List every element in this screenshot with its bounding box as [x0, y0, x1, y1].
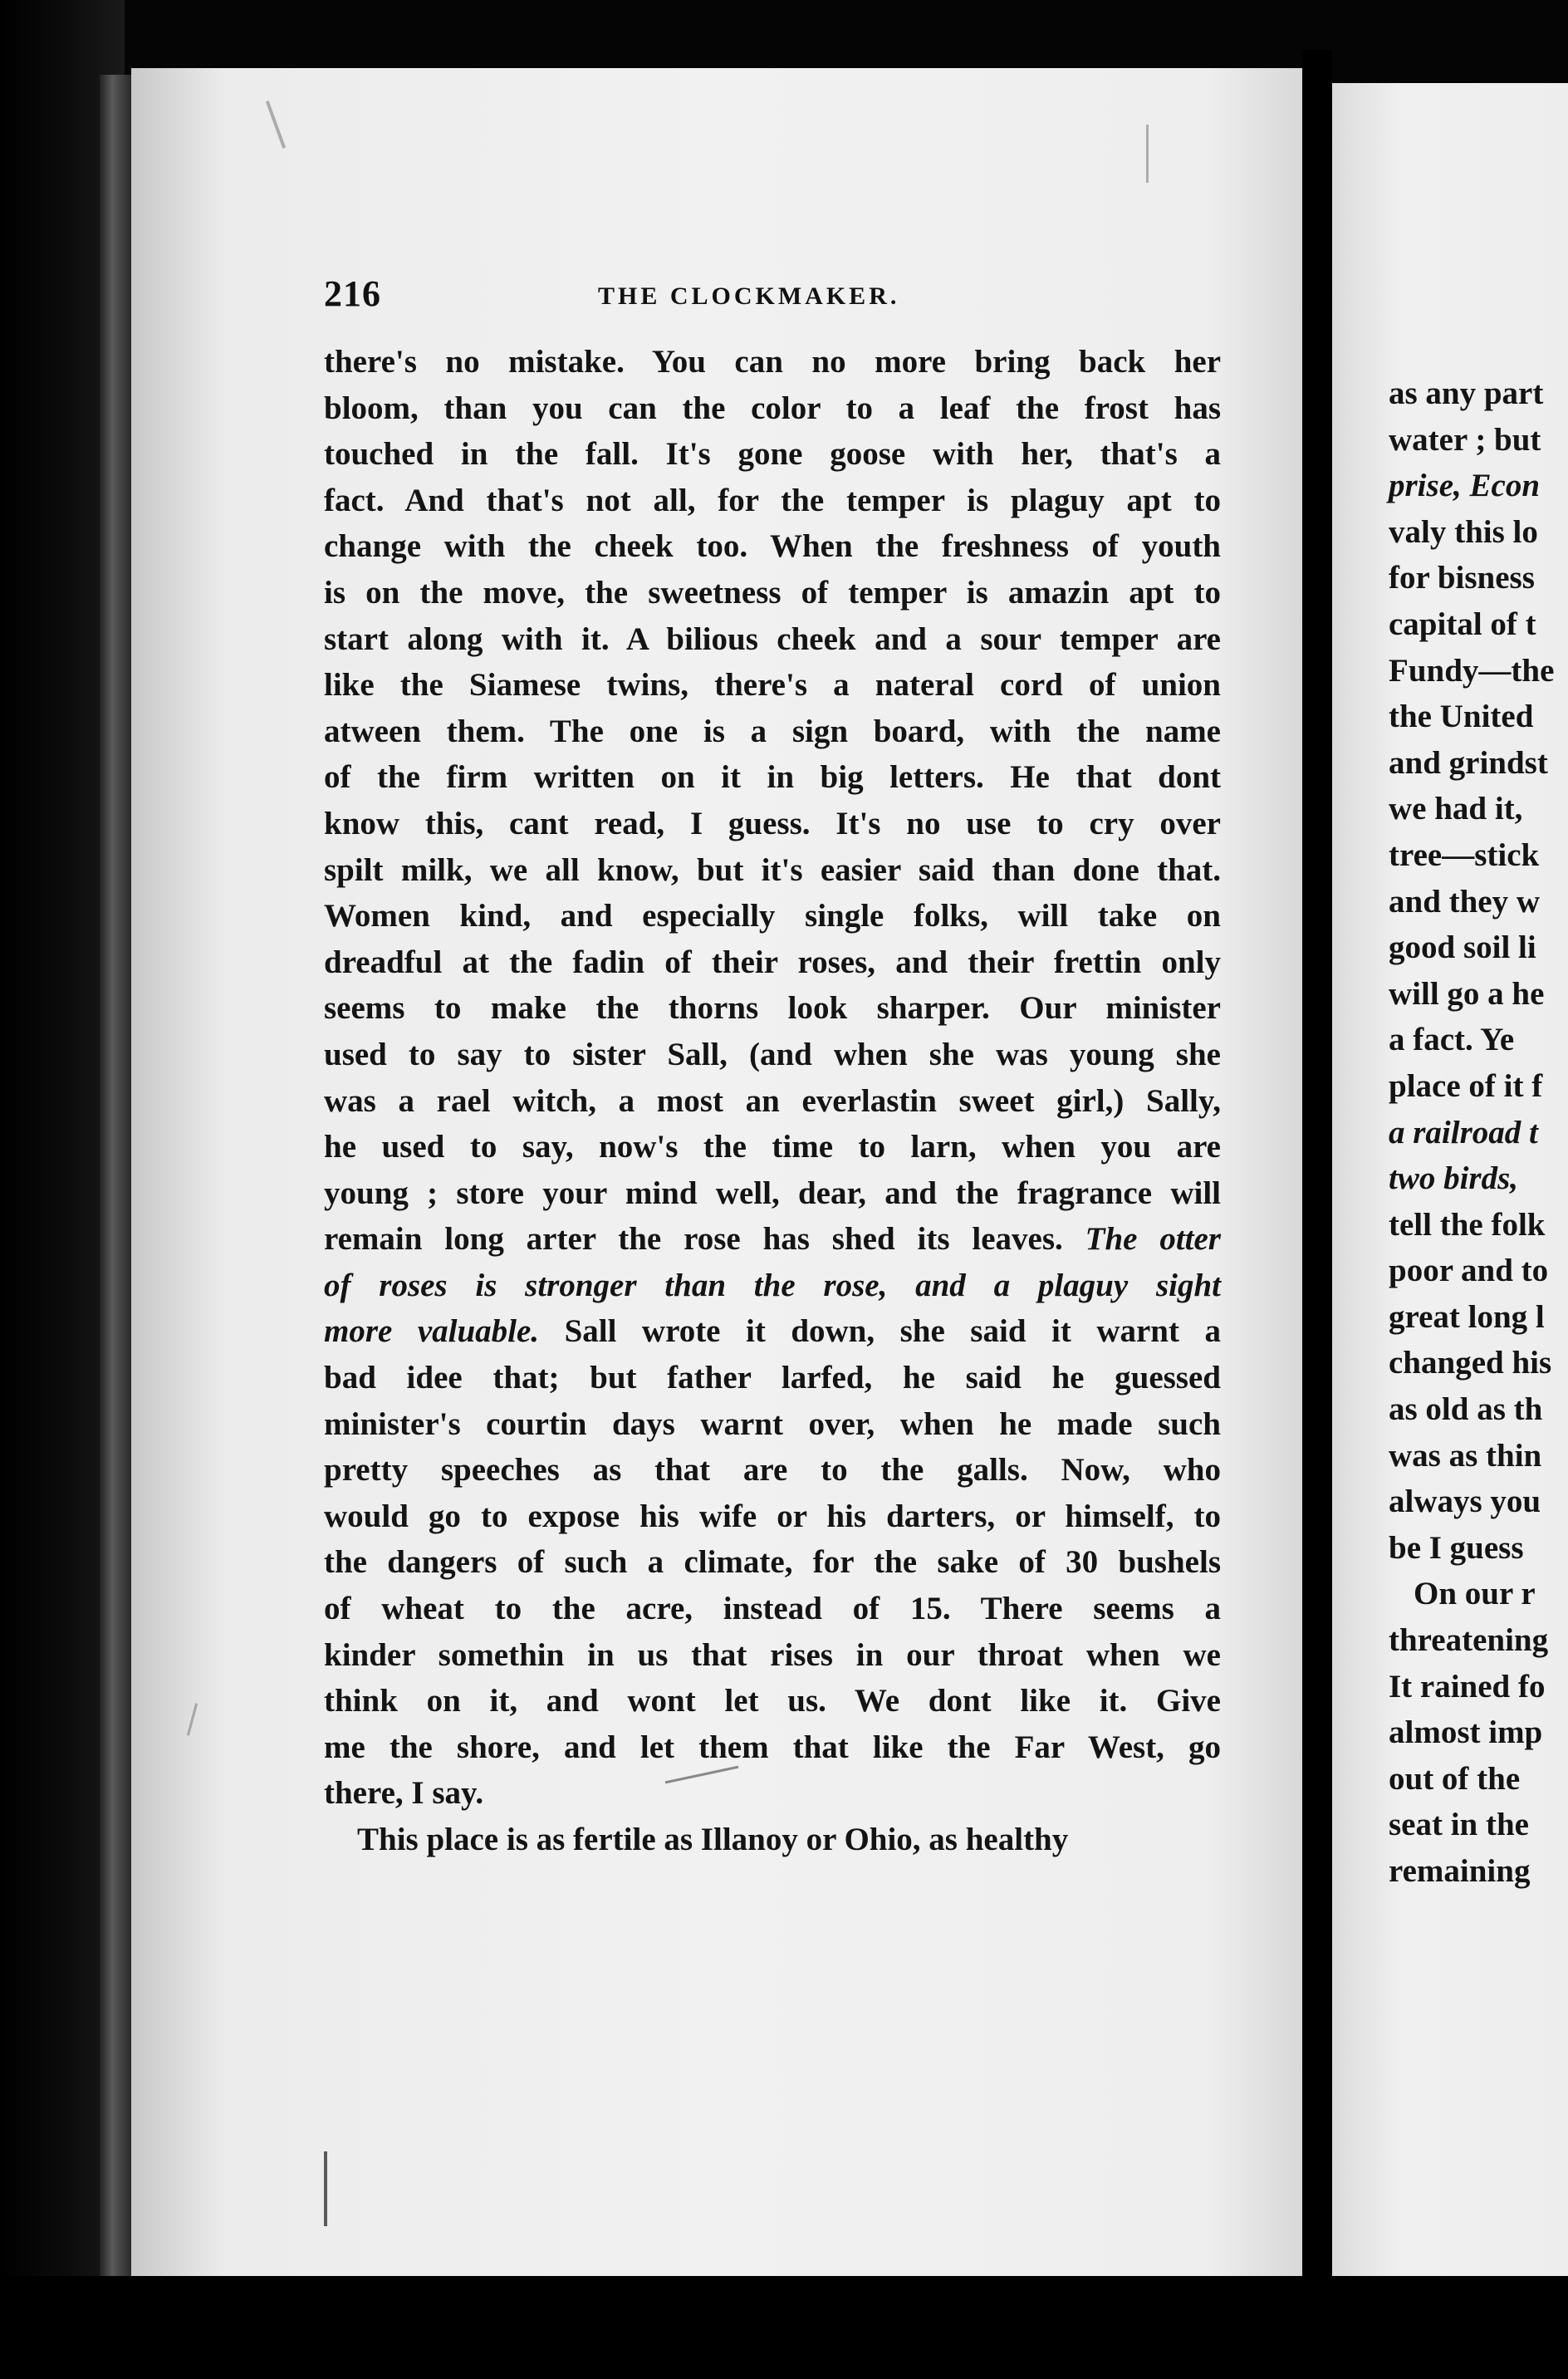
line-text: would go to expose his wife or his darters, or himself, to — [324, 1498, 1221, 1534]
right-text-line: as old as th — [1389, 1391, 1543, 1428]
text-line — [324, 1078, 1221, 1125]
right-text-line: seat in the — [1389, 1807, 1529, 1843]
right-text-line: place of it f — [1389, 1067, 1543, 1104]
line-text: Sall wrote it down, she said it warnt a — [539, 1313, 1221, 1350]
text-line — [324, 431, 1221, 478]
line-text: This place is as fertile as Illanoy or Ohio, as healthy — [357, 1822, 1069, 1857]
right-text-line: poor and to — [1389, 1253, 1549, 1289]
line-text: used to say to sister Sall, (and when she was young she — [324, 1036, 1221, 1072]
text-line — [324, 339, 1221, 385]
line-text: seems to make the thorns look sharper. Our minister — [324, 990, 1221, 1027]
text-line — [324, 985, 1221, 1032]
right-text-line: out of the — [1389, 1760, 1521, 1797]
text-line — [324, 1263, 1221, 1309]
text-line — [324, 1216, 1221, 1263]
scan-bottom-border — [0, 2276, 1568, 2379]
right-text-line: and grindst — [1389, 744, 1548, 781]
right-text-line: On our r — [1414, 1576, 1536, 1612]
text-line — [324, 1632, 1221, 1679]
right-text-line: changed his — [1389, 1345, 1552, 1381]
right-text-line: always you — [1389, 1484, 1541, 1520]
right-text-line: be I guess — [1389, 1529, 1524, 1566]
right-page-text — [1389, 370, 1568, 1895]
line-text: was a rael witch, a most an everlastin sweet girl,) Sally, — [324, 1082, 1221, 1119]
right-text-line: a fact. Ye — [1389, 1022, 1515, 1058]
line-text: me the shore, and let them that like the Far West, go — [324, 1729, 1221, 1765]
line-text: touched in the fall. It's gone goose with her, that's a — [324, 436, 1221, 473]
text-line — [324, 1401, 1221, 1448]
text-line — [324, 1308, 1221, 1355]
page-stack-edge — [100, 75, 131, 2284]
right-text-line: prise, Econ — [1389, 468, 1541, 504]
text-line — [324, 1678, 1221, 1724]
page-body-text — [324, 339, 1221, 1863]
text-line — [324, 1494, 1221, 1540]
scan-speck — [324, 2151, 327, 2226]
text-line — [324, 478, 1221, 524]
page-number: 216 — [324, 273, 381, 314]
text-line — [324, 893, 1221, 939]
text-line — [324, 709, 1221, 755]
right-text-line: capital of t — [1389, 606, 1536, 642]
text-line — [324, 662, 1221, 709]
italic-text: The otter — [1085, 1221, 1221, 1258]
text-line — [324, 1447, 1221, 1494]
line-text: remain long arter the rose has shed its leaves. — [324, 1221, 1085, 1258]
right-text-line: Fundy—the — [1389, 652, 1555, 689]
text-line — [324, 1817, 1221, 1863]
line-text: atween them. The one is a sign board, with the name — [324, 713, 1221, 749]
line-text: Women kind, and especially single folks, will take on — [324, 898, 1221, 934]
line-text: bad idee that; but father larfed, he said he guessed — [324, 1360, 1221, 1396]
text-line — [324, 616, 1221, 663]
text-line — [324, 570, 1221, 616]
line-text: fact. And that's not all, for the temper is plaguy apt to — [324, 482, 1221, 518]
text-line — [324, 1724, 1221, 1771]
text-line — [324, 523, 1221, 570]
text-line — [324, 1170, 1221, 1217]
line-text: start along with it. A bilious cheek and a sour temper are — [324, 621, 1221, 657]
italic-text: of roses is stronger than the rose, and a plaguy sight — [324, 1267, 1221, 1303]
page-gutter — [1302, 50, 1332, 2309]
line-text: he used to say, now's the time to larn, when you are — [324, 1129, 1221, 1165]
text-line — [324, 939, 1221, 986]
line-text: there, I say. — [324, 1775, 484, 1812]
line-text: think on it, and wont let us. We dont like it. Give — [324, 1683, 1221, 1719]
text-line — [324, 1124, 1221, 1170]
right-text-line: tell the folk — [1389, 1206, 1546, 1243]
right-text-line: two birds, — [1389, 1160, 1519, 1197]
line-text: of the firm written on it in big letters. He that dont — [324, 759, 1221, 796]
right-text-line: for bisness — [1389, 560, 1535, 596]
right-text-line: almost imp — [1389, 1714, 1543, 1751]
line-text: is on the move, the sweetness of temper is amazin apt to — [324, 574, 1221, 611]
text-line — [324, 1586, 1221, 1632]
line-text: bloom, than you can the color to a leaf the frost has — [324, 390, 1221, 426]
text-line — [324, 754, 1221, 801]
line-text: minister's courtin days warnt over, when he made such — [324, 1405, 1221, 1442]
italic-text: more valuable. — [324, 1313, 540, 1350]
line-text: pretty speeches as that are to the galls. Now, who — [324, 1452, 1221, 1489]
right-text-line: tree—stick — [1389, 836, 1540, 873]
right-text-line: threatening — [1389, 1622, 1549, 1659]
line-text: young ; store your mind well, dear, and the fragrance will — [324, 1175, 1221, 1211]
line-text: like the Siamese twins, there's a nateral cord of union — [324, 667, 1221, 704]
line-text: kinder somethin in us that rises in our throat when we — [324, 1636, 1221, 1673]
line-text: know this, cant read, I guess. It's no use to cry over — [324, 805, 1221, 841]
right-text-line: a railroad t — [1389, 1114, 1538, 1150]
right-text-line: we had it, — [1389, 791, 1523, 827]
running-head — [324, 272, 1221, 322]
scan-speck — [1146, 125, 1149, 183]
line-text: spilt milk, we all know, but it's easier said than done that. — [324, 851, 1221, 888]
text-line — [324, 1539, 1221, 1586]
right-text-line: remaining — [1389, 1853, 1531, 1889]
running-title: THE CLOCKMAKER. — [598, 282, 900, 310]
right-text-line: will go a he — [1389, 975, 1545, 1012]
text-line — [324, 385, 1221, 432]
text-line — [324, 1032, 1221, 1078]
text-line — [324, 801, 1221, 847]
text-line — [324, 1355, 1221, 1401]
line-text: the dangers of such a climate, for the sake of 30 bushels — [324, 1544, 1221, 1581]
right-text-line: good soil li — [1389, 930, 1536, 966]
right-text-line: It rained fo — [1389, 1668, 1546, 1705]
right-text-line: was as thin — [1389, 1437, 1542, 1474]
text-line — [324, 847, 1221, 894]
right-text-line: great long l — [1389, 1298, 1545, 1335]
right-text-line: water ; but — [1389, 421, 1541, 458]
right-text-line: the United — [1389, 699, 1534, 735]
right-text-line: and they w — [1389, 883, 1541, 920]
line-text: dreadful at the fadin of their roses, and their frettin only — [324, 944, 1221, 980]
text-line — [324, 1770, 1221, 1817]
right-text-line: as any part — [1389, 375, 1544, 411]
line-text: of wheat to the acre, instead of 15. There seems a — [324, 1591, 1221, 1627]
line-text: there's no mistake. You can no more bring back her — [324, 344, 1221, 380]
line-text: change with the cheek too. When the freshness of youth — [324, 528, 1221, 565]
right-text-line: valy this lo — [1389, 513, 1538, 550]
